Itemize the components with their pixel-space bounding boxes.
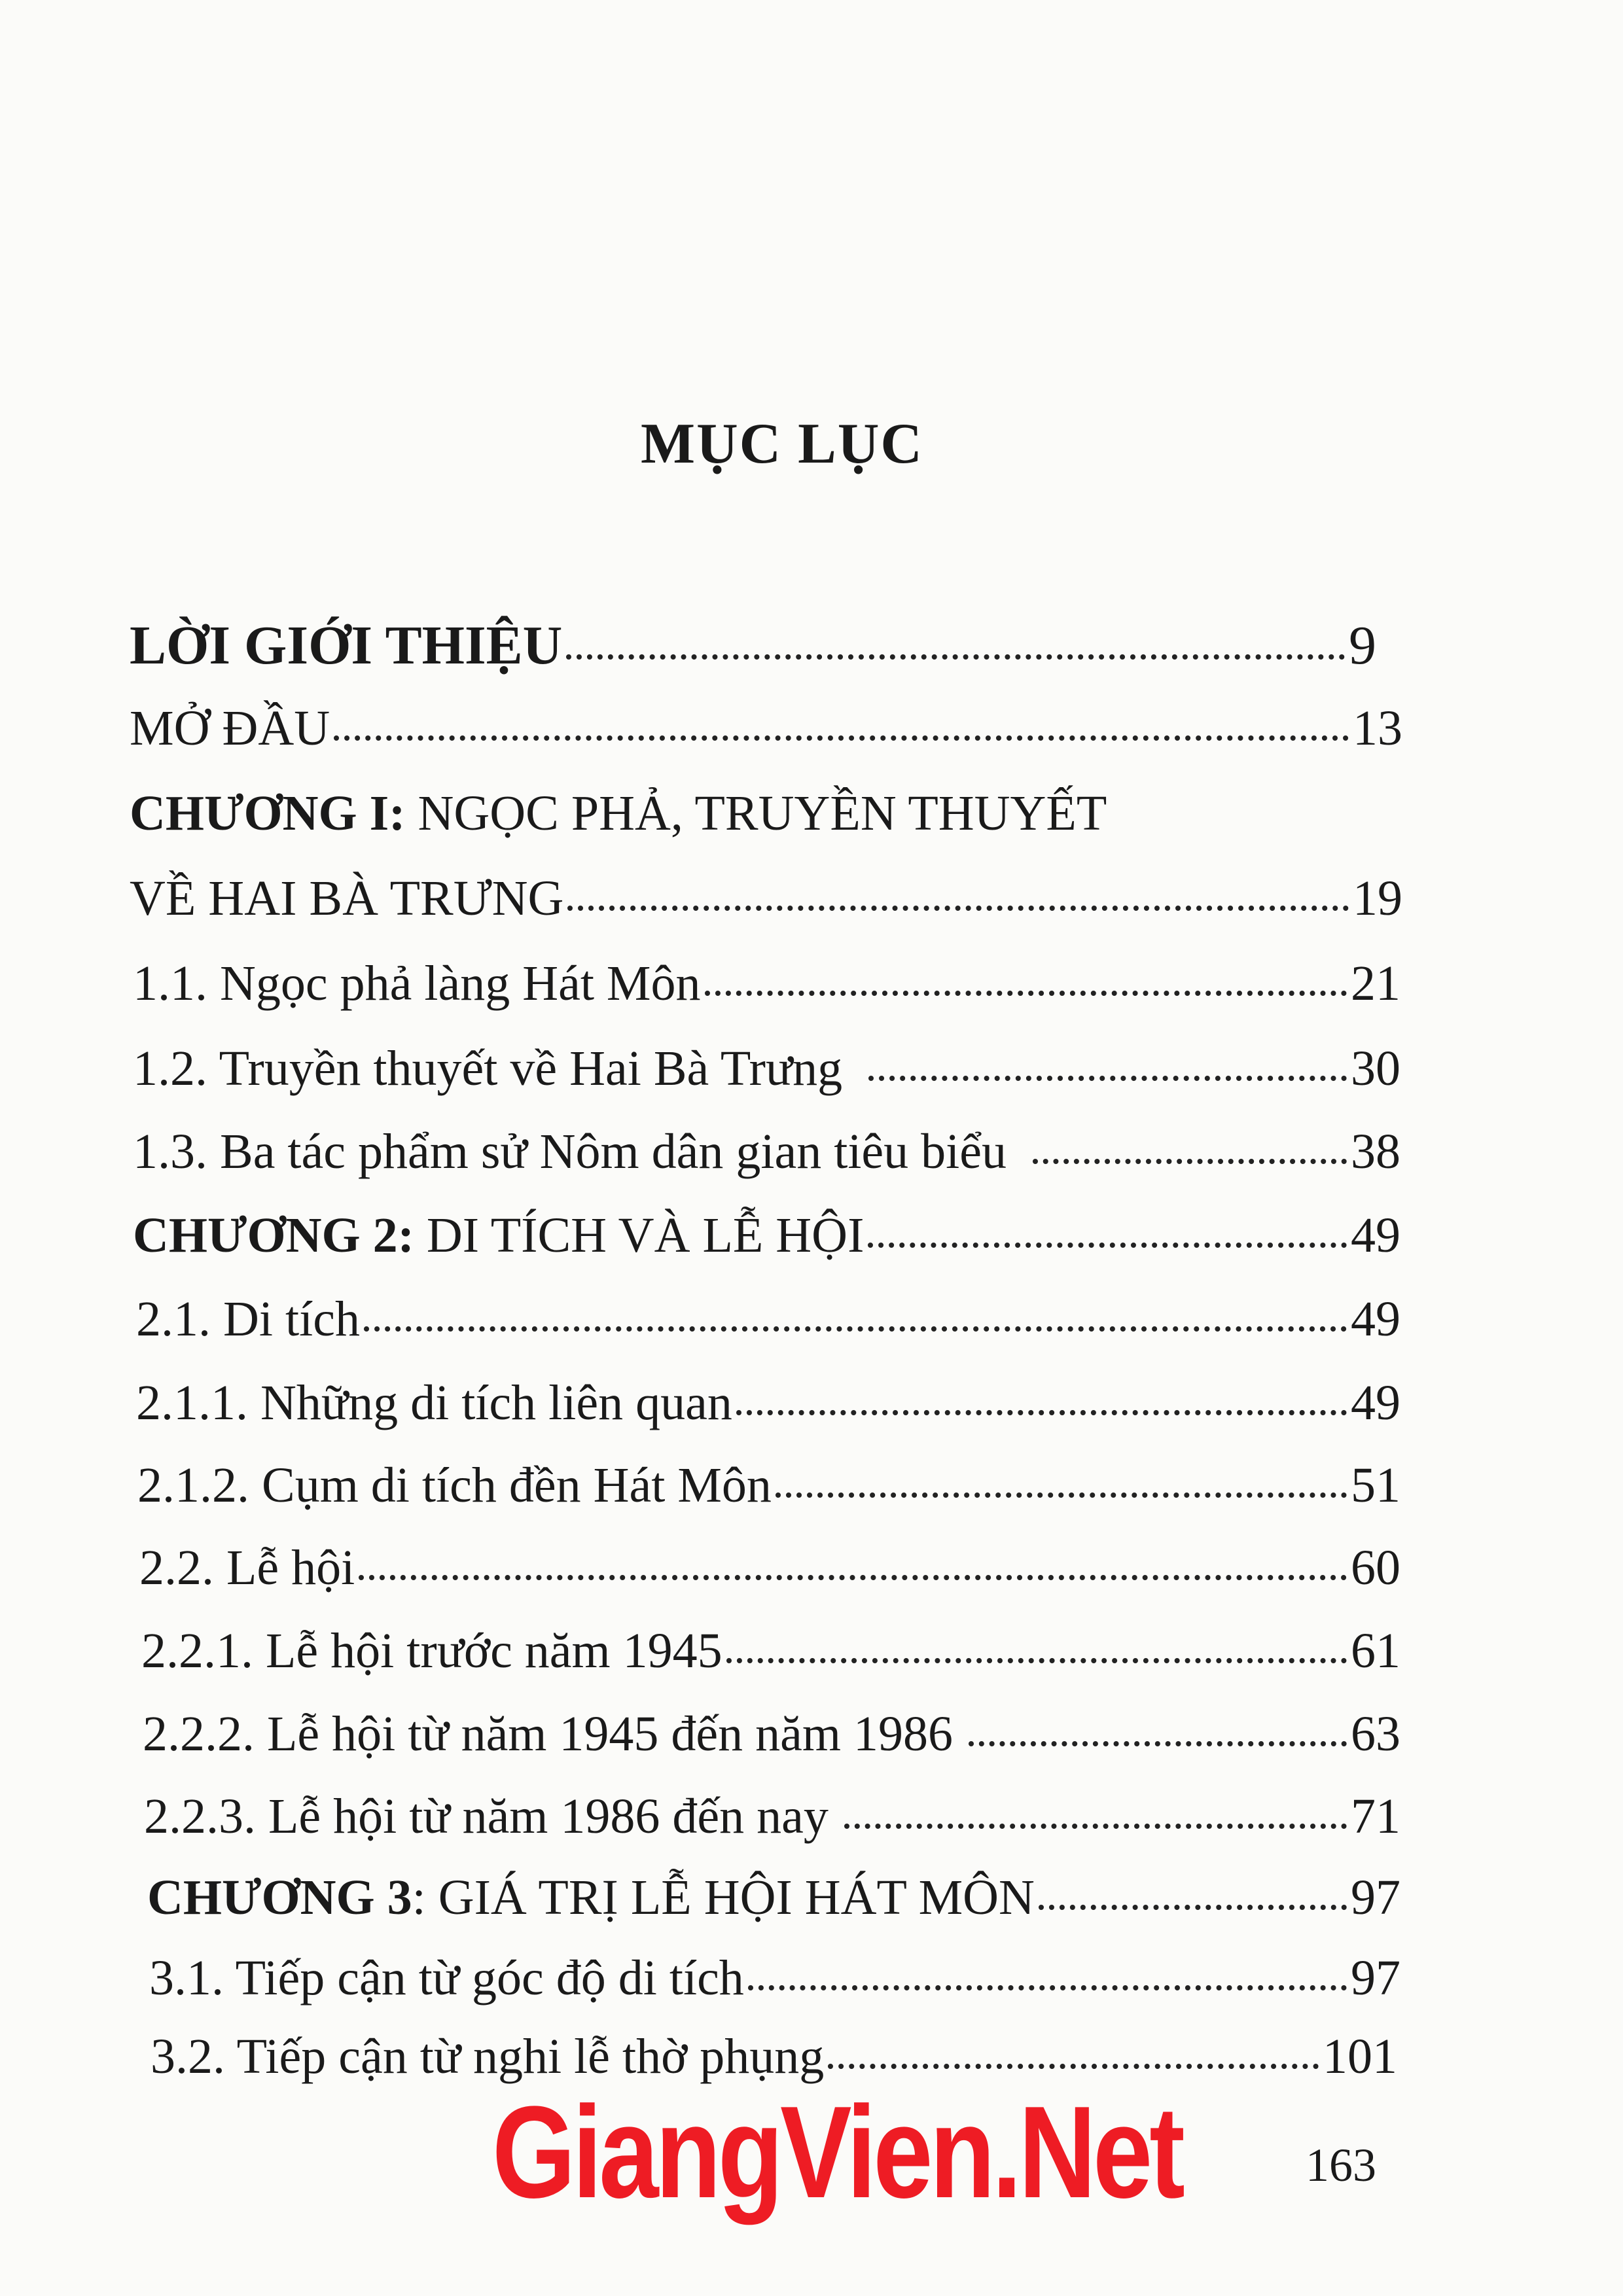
dot-leader: [726, 1658, 1347, 1663]
toc-entry-page: 97: [1351, 1870, 1400, 1925]
dot-leader: [705, 991, 1347, 996]
toc-entry-label: 2.2.3. Lễ hội từ năm 1986 đến nay: [144, 1789, 829, 1844]
toc-entry-chuong-3[interactable]: [147, 1870, 1400, 1925]
dot-leader: [736, 1410, 1347, 1415]
toc-entry-label: 2.1.2. Cụm di tích đền Hát Môn: [137, 1458, 772, 1513]
toc-entry-1-3[interactable]: [133, 1124, 1400, 1179]
toc-entry-label: 3.2. Tiếp cận từ nghi lễ thờ phụng: [151, 2029, 825, 2084]
toc-entry-1-2[interactable]: [133, 1041, 1400, 1096]
dot-leader: [828, 2064, 1319, 2069]
chapter-title: NGỌC PHẢ, TRUYỀN THUYẾT: [405, 786, 1107, 841]
toc-entry-2-1-1[interactable]: [136, 1375, 1400, 1430]
chapter-title: DI TÍCH VÀ LỄ HỘI: [414, 1208, 865, 1263]
toc-entry-label: [130, 786, 1107, 841]
dot-leader: [566, 654, 1345, 660]
watermark-logo: GiangVien.Net: [492, 2079, 1182, 2225]
toc-entry-2-1[interactable]: [136, 1292, 1400, 1347]
toc-entry-chuong-1[interactable]: [130, 786, 1402, 841]
toc-entry-page: 61: [1351, 1623, 1400, 1678]
dot-leader: [776, 1492, 1347, 1498]
chapter-label: CHƯƠNG I:: [130, 786, 406, 841]
toc-entry-page: 30: [1351, 1041, 1400, 1096]
toc-entry-3-1[interactable]: [149, 1953, 1400, 2003]
toc-entry-loi-gioi-thieu[interactable]: [130, 615, 1376, 676]
chapter-label: CHƯƠNG 2:: [133, 1208, 414, 1263]
toc-entry-2-1-2[interactable]: [137, 1458, 1400, 1513]
toc-entry-label: 3.1. Tiếp cận từ góc độ di tích: [149, 1951, 744, 2005]
toc-entry-page: 38: [1351, 1124, 1400, 1179]
toc-entry-label: MỞ ĐẦU: [130, 701, 330, 756]
page-number: 163: [1306, 2139, 1376, 2191]
toc-entry-page: 21: [1351, 956, 1400, 1011]
toc-entry-page: 71: [1351, 1789, 1400, 1844]
toc-entry-label: 1.2. Truyền thuyết về Hai Bà Trưng: [133, 1041, 843, 1096]
toc-entry-label: VỀ HAI BÀ TRƯNG: [130, 871, 564, 926]
toc-entry-3-2[interactable]: [151, 2029, 1397, 2084]
dot-leader: [748, 1985, 1347, 1990]
toc-entry-label: 2.1.1. Những di tích liên quan: [136, 1375, 732, 1430]
toc-entry-chuong-2[interactable]: [133, 1208, 1400, 1263]
toc-entry-page: 101: [1323, 2029, 1397, 2084]
toc-entry-page: 97: [1351, 1951, 1400, 2005]
toc-entry-label: LỜI GIỚI THIỆU: [130, 615, 563, 676]
toc-entry-page: 49: [1351, 1208, 1400, 1263]
toc-entry-label: 2.2. Lễ hội: [139, 1540, 355, 1595]
toc-entry-page: 19: [1353, 871, 1402, 926]
toc-entry-label: [133, 1208, 865, 1263]
dot-leader: [868, 1243, 1347, 1248]
toc-entry-page: 49: [1351, 1292, 1400, 1347]
toc-entry-1-1[interactable]: [133, 956, 1400, 1011]
toc-entry-page: 60: [1351, 1540, 1400, 1595]
toc-entry-label: [147, 1870, 1035, 1925]
toc-entry-label: 2.1. Di tích: [136, 1292, 360, 1347]
toc-entry-label: 2.2.1. Lễ hội trước năm 1945: [141, 1623, 722, 1678]
dot-leader: [359, 1575, 1347, 1580]
toc-entry-2-2-3[interactable]: [144, 1789, 1400, 1844]
dot-leader: [567, 906, 1349, 911]
chapter-title: : GIÁ TRỊ LỄ HỘI HÁT MÔN: [412, 1870, 1035, 1925]
dot-leader: [844, 1824, 1347, 1829]
toc-entry-ve-hai-ba-trung[interactable]: [130, 871, 1402, 926]
toc-entry-label: 1.3. Ba tác phẩm sử Nôm dân gian tiêu biểu: [133, 1124, 1007, 1179]
dot-leader: [1033, 1159, 1347, 1164]
toc-entry-2-2-2[interactable]: [143, 1706, 1400, 1761]
toc-entry-page: 63: [1351, 1706, 1400, 1761]
dot-leader: [868, 1076, 1347, 1081]
toc-entry-mo-dau[interactable]: [130, 701, 1402, 756]
toc-entry-2-2-1[interactable]: [141, 1623, 1400, 1678]
toc-entry-label: 2.2.2. Lễ hội từ năm 1945 đến năm 1986: [143, 1706, 954, 1761]
toc-entry-page: 51: [1351, 1458, 1400, 1513]
dot-leader: [969, 1741, 1347, 1746]
page-title: MỤC LỤC: [641, 412, 923, 476]
toc-entry-2-2[interactable]: [139, 1540, 1400, 1595]
dot-leader: [364, 1326, 1347, 1332]
toc-entry-page: 9: [1349, 615, 1376, 676]
dot-leader: [334, 735, 1349, 741]
dot-leader: [1039, 1905, 1347, 1910]
toc-entry-page: 49: [1351, 1375, 1400, 1430]
toc-entry-page: 13: [1353, 701, 1402, 756]
toc-entry-label: 1.1. Ngọc phả làng Hát Môn: [133, 956, 701, 1011]
chapter-label: CHƯƠNG 3: [147, 1870, 412, 1925]
